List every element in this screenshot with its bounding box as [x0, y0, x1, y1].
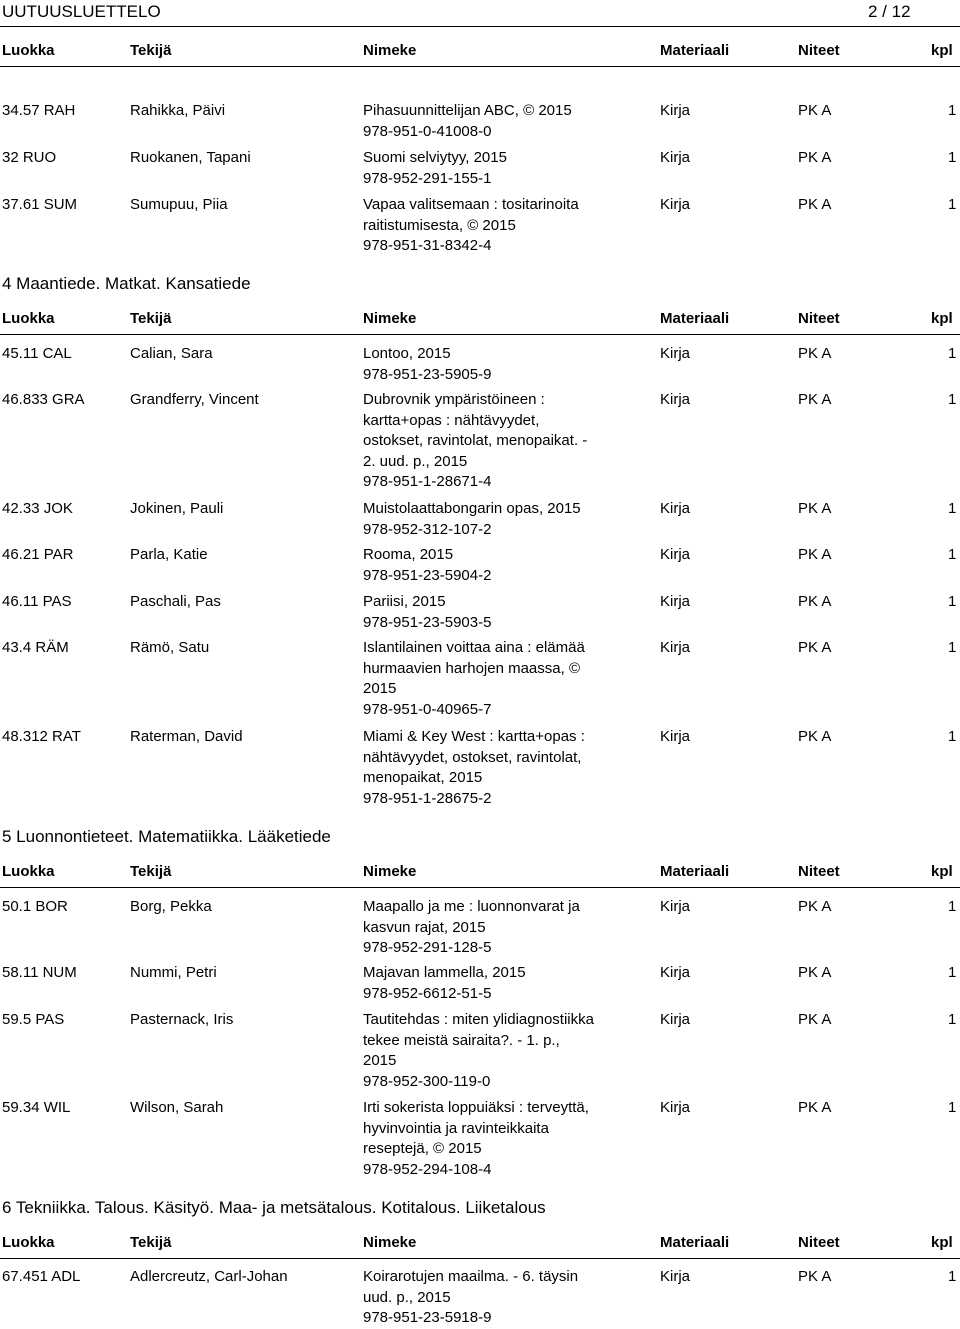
call-number: 58.11 NUM [2, 964, 77, 981]
copy-count: 1 [948, 345, 957, 362]
isbn: 978-952-291-128-5 [363, 939, 492, 956]
isbn: 978-951-23-5918-9 [363, 1309, 492, 1326]
copy-count: 1 [948, 196, 957, 213]
column-header-nimeke: Nimeke [363, 863, 417, 880]
isbn: 978-952-300-119-0 [363, 1072, 491, 1090]
title-line: 2015 [363, 1052, 397, 1069]
material: Kirja [660, 964, 691, 981]
material: Kirja [660, 500, 691, 517]
title-line: Suomi selviytyy, 2015 [363, 149, 507, 166]
column-header-luokka: Luokka [2, 863, 55, 880]
copy-count: 1 [948, 546, 957, 563]
page-header [0, 0, 960, 26]
column-header-nimeke: Nimeke [363, 42, 417, 59]
section-title: 6 Tekniikka. Talous. Käsityö. Maa- ja metsätalous. Kotitalous. Liiketalous [2, 1198, 546, 1217]
title-line: Koirarotujen maailma. - 6. täysin [363, 1268, 579, 1285]
title-line: reseptejä, © 2015 [363, 1140, 482, 1157]
title-cell [363, 963, 618, 1004]
material: Kirja [660, 728, 691, 745]
material: Kirja [660, 196, 691, 213]
title-line: Vapaa valitsemaan : tositarinoita [363, 196, 579, 213]
call-number: 34.57 RAH [2, 102, 76, 119]
material: Kirja [660, 102, 691, 119]
column-header-niteet: Niteet [798, 310, 840, 327]
author: Paschali, Pas [130, 593, 221, 610]
title-line: raitistumisesta, © 2015 [363, 216, 516, 234]
column-header-tekija: Tekijä [130, 1234, 172, 1251]
title-line: uud. p., 2015 [363, 1288, 451, 1306]
author: Parla, Katie [130, 546, 208, 563]
column-header-nimeke: Nimeke [363, 1234, 417, 1251]
title-cell [363, 499, 618, 540]
isbn: 978-951-23-5905-9 [363, 365, 492, 383]
title-cell [363, 1010, 618, 1092]
title-line: tekee meistä sairaita?. - 1. p., [363, 1031, 560, 1049]
author: Wilson, Sarah [130, 1099, 224, 1116]
title-line: Maapallo ja me : luonnonvarat ja [363, 898, 580, 915]
title-line: Tautitehdas : miten ylidiagnostiikka [363, 1011, 594, 1028]
material: Kirja [660, 1099, 691, 1116]
copy-count: 1 [948, 102, 957, 119]
column-header-tekija: Tekijä [130, 310, 172, 327]
holdings-location: PK A [798, 102, 832, 119]
holdings-location: PK A [798, 1268, 832, 1285]
column-header-materiaali: Materiaali [660, 310, 730, 327]
author: Sumupuu, Piia [130, 196, 228, 213]
title-line: Dubrovnik ympäristöineen : [363, 391, 545, 408]
material: Kirja [660, 149, 691, 166]
isbn: 978-951-1-28671-4 [363, 473, 492, 490]
document-title: UUTUUSLUETTELO [2, 2, 161, 21]
material: Kirja [660, 898, 691, 915]
column-header-kpl: kpl [931, 863, 953, 880]
call-number: 43.4 RÄM [2, 639, 69, 656]
isbn: 978-951-23-5903-5 [363, 613, 492, 631]
author: Pasternack, Iris [130, 1011, 234, 1028]
column-header-materiaali: Materiaali [660, 1234, 730, 1251]
title-cell [363, 148, 618, 189]
title-cell [363, 195, 618, 257]
call-number: 59.34 WIL [2, 1099, 71, 1116]
column-header-luokka: Luokka [2, 1234, 55, 1251]
column-header-materiaali: Materiaali [660, 42, 730, 59]
title-line: Majavan lammella, 2015 [363, 964, 526, 981]
column-header-kpl: kpl [931, 42, 953, 59]
holdings-location: PK A [798, 391, 832, 408]
column-header-divider [0, 66, 960, 67]
call-number: 46.11 PAS [2, 593, 72, 610]
column-header-luokka: Luokka [2, 42, 55, 59]
author: Calian, Sara [130, 345, 213, 362]
isbn: 978-951-23-5904-2 [363, 566, 492, 584]
call-number: 48.312 RAT [2, 728, 81, 745]
isbn: 978-952-312-107-2 [363, 520, 492, 538]
copy-count: 1 [948, 500, 957, 517]
author: Rämö, Satu [130, 639, 210, 656]
isbn: 978-951-1-28675-2 [363, 789, 492, 807]
material: Kirja [660, 639, 691, 656]
material: Kirja [660, 391, 691, 408]
title-line: Lontoo, 2015 [363, 345, 451, 362]
author: Adlercreutz, Carl-Johan [130, 1268, 288, 1285]
copy-count: 1 [948, 639, 957, 656]
title-cell [363, 101, 618, 142]
isbn: 978-952-294-108-4 [363, 1160, 492, 1178]
column-header-nimeke: Nimeke [363, 310, 417, 327]
column-header-materiaali: Materiaali [660, 863, 730, 880]
column-header-divider [0, 887, 960, 888]
header-divider [0, 26, 960, 27]
title-line: 2015 [363, 680, 397, 697]
copy-count: 1 [948, 898, 957, 915]
column-header-luokka: Luokka [2, 310, 55, 327]
title-line: kasvun rajat, 2015 [363, 918, 486, 936]
column-header-niteet: Niteet [798, 863, 840, 880]
section-title: 5 Luonnontieteet. Matematiikka. Lääketiede [2, 827, 331, 846]
title-cell [363, 638, 618, 720]
title-line: kartta+opas : nähtävyydet, [363, 411, 540, 429]
holdings-location: PK A [798, 1099, 832, 1116]
title-cell [363, 592, 618, 633]
section-title: 4 Maantiede. Matkat. Kansatiede [2, 274, 251, 293]
copy-count: 1 [948, 964, 957, 981]
author: Raterman, David [130, 728, 243, 745]
isbn: 978-952-291-155-1 [363, 169, 492, 187]
column-header-divider [0, 1258, 960, 1259]
page-number: 2 / 12 [868, 2, 911, 21]
holdings-location: PK A [798, 639, 832, 656]
material: Kirja [660, 1268, 691, 1285]
call-number: 42.33 JOK [2, 500, 73, 517]
material: Kirja [660, 1011, 691, 1028]
title-line: Rooma, 2015 [363, 546, 454, 563]
holdings-location: PK A [798, 898, 832, 915]
call-number: 46.833 GRA [2, 391, 85, 408]
copy-count: 1 [948, 593, 957, 610]
isbn: 978-951-0-40965-7 [363, 700, 492, 718]
column-header-tekija: Tekijä [130, 42, 172, 59]
title-line: Islantilainen voittaa aina : elämää [363, 639, 585, 656]
material: Kirja [660, 593, 691, 610]
author: Ruokanen, Tapani [130, 149, 251, 166]
author: Grandferry, Vincent [130, 391, 259, 408]
title-cell [363, 390, 618, 493]
title-line: 2. uud. p., 2015 [363, 452, 468, 470]
call-number: 45.11 CAL [2, 345, 72, 362]
holdings-location: PK A [798, 593, 832, 610]
title-cell [363, 344, 618, 385]
holdings-location: PK A [798, 500, 832, 517]
title-line: Pariisi, 2015 [363, 593, 446, 610]
author: Nummi, Petri [130, 964, 217, 981]
holdings-location: PK A [798, 345, 832, 362]
title-line: Miami & Key West : kartta+opas : [363, 728, 585, 745]
holdings-location: PK A [798, 728, 832, 745]
column-header-kpl: kpl [931, 310, 953, 327]
column-header-niteet: Niteet [798, 1234, 840, 1251]
call-number: 50.1 BOR [2, 898, 68, 915]
isbn: 978-952-6612-51-5 [363, 984, 492, 1002]
author: Rahikka, Päivi [130, 102, 226, 119]
title-line: Irti sokerista loppuiäksi : terveyttä, [363, 1099, 589, 1116]
column-header-divider [0, 334, 960, 335]
copy-count: 1 [948, 149, 957, 166]
call-number: 59.5 PAS [2, 1011, 65, 1028]
holdings-location: PK A [798, 149, 832, 166]
call-number: 37.61 SUM [2, 196, 78, 213]
title-line: nähtävyydet, ostokset, ravintolat, [363, 748, 582, 766]
call-number: 67.451 ADL [2, 1268, 81, 1285]
title-cell [363, 545, 618, 586]
call-number: 46.21 PAR [2, 546, 74, 563]
holdings-location: PK A [798, 1011, 832, 1028]
title-cell [363, 897, 618, 959]
copy-count: 1 [948, 391, 957, 408]
call-number: 32 RUO [2, 149, 57, 166]
copy-count: 1 [948, 1099, 957, 1116]
title-line: Muistolaattabongarin opas, 2015 [363, 500, 581, 517]
title-line: Pihasuunnittelijan ABC, © 2015 [363, 102, 572, 119]
title-cell [363, 727, 618, 809]
holdings-location: PK A [798, 546, 832, 563]
copy-count: 1 [948, 728, 957, 745]
holdings-location: PK A [798, 964, 832, 981]
column-header-kpl: kpl [931, 1234, 953, 1251]
author: Borg, Pekka [130, 898, 212, 915]
copy-count: 1 [948, 1268, 957, 1285]
title-line: hyvinvointia ja ravinteikkaita [363, 1119, 549, 1137]
title-line: ostokset, ravintolat, menopaikat. - [363, 432, 588, 449]
column-header-niteet: Niteet [798, 42, 840, 59]
author: Jokinen, Pauli [130, 500, 224, 517]
isbn: 978-951-0-41008-0 [363, 122, 492, 140]
holdings-location: PK A [798, 196, 832, 213]
title-line: hurmaavien harhojen maassa, © [363, 659, 581, 677]
material: Kirja [660, 546, 691, 563]
copy-count: 1 [948, 1011, 957, 1028]
column-header-tekija: Tekijä [130, 863, 172, 880]
title-cell [363, 1267, 618, 1329]
isbn: 978-951-31-8342-4 [363, 237, 492, 254]
title-cell [363, 1098, 618, 1180]
title-line: menopaikat, 2015 [363, 769, 483, 786]
material: Kirja [660, 345, 691, 362]
